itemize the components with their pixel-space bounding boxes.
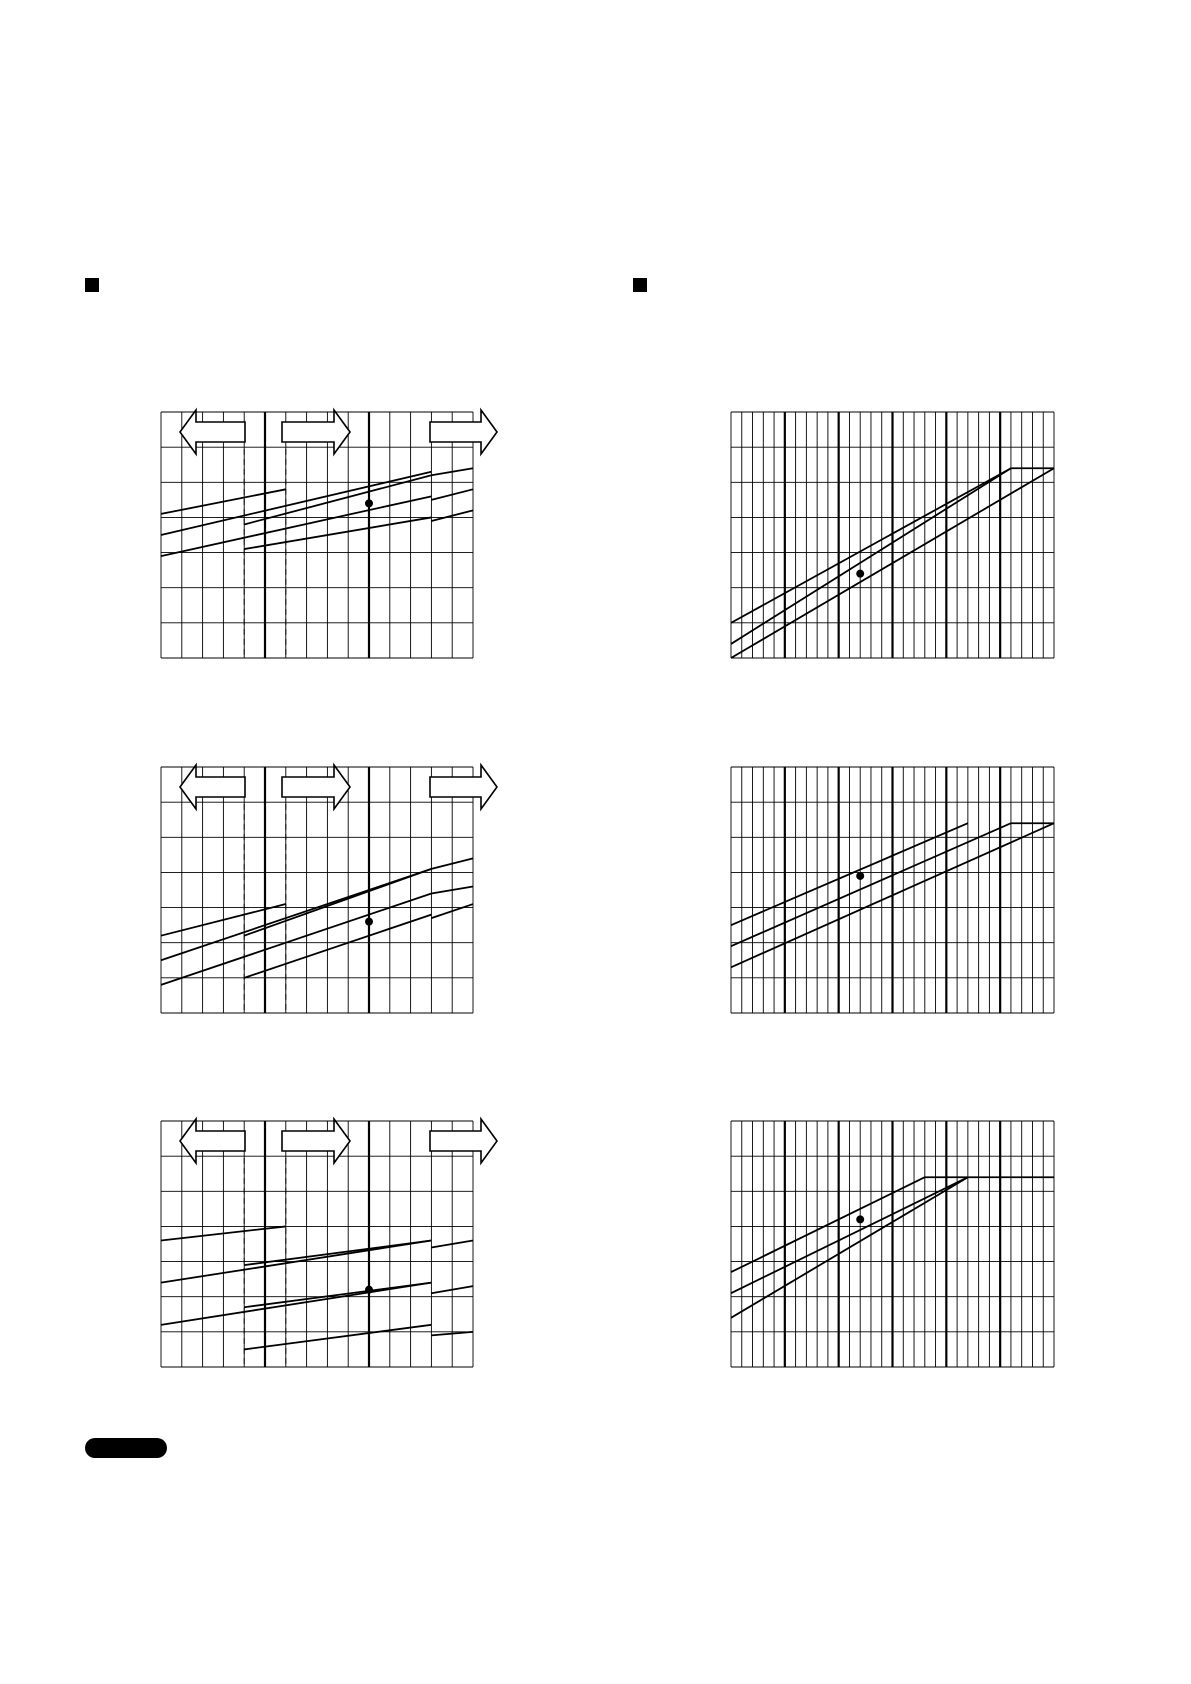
data-point-marker [365, 918, 373, 926]
series-line-4 [244, 1283, 431, 1308]
data-point-marker [365, 499, 373, 507]
series-line-4 [244, 915, 431, 978]
chart-right-2 [730, 766, 1055, 1012]
section-bullet-right [633, 278, 647, 292]
note-badge-icon [85, 1438, 167, 1458]
data-point-marker [856, 570, 864, 578]
data-point-marker [856, 1215, 864, 1223]
chart-right-3 [730, 1120, 1055, 1366]
chart-left-3 [160, 1109, 510, 1374]
chart-right-1 [730, 411, 1055, 657]
series-line-2 [161, 1283, 431, 1325]
series-line-4 [244, 517, 431, 549]
chart-left-2 [160, 755, 510, 1020]
series-line-5 [244, 1325, 431, 1350]
data-point-marker [365, 1286, 373, 1294]
chart-left-1 [160, 400, 510, 665]
data-point-marker [856, 872, 864, 880]
section-bullet-left [85, 278, 99, 292]
